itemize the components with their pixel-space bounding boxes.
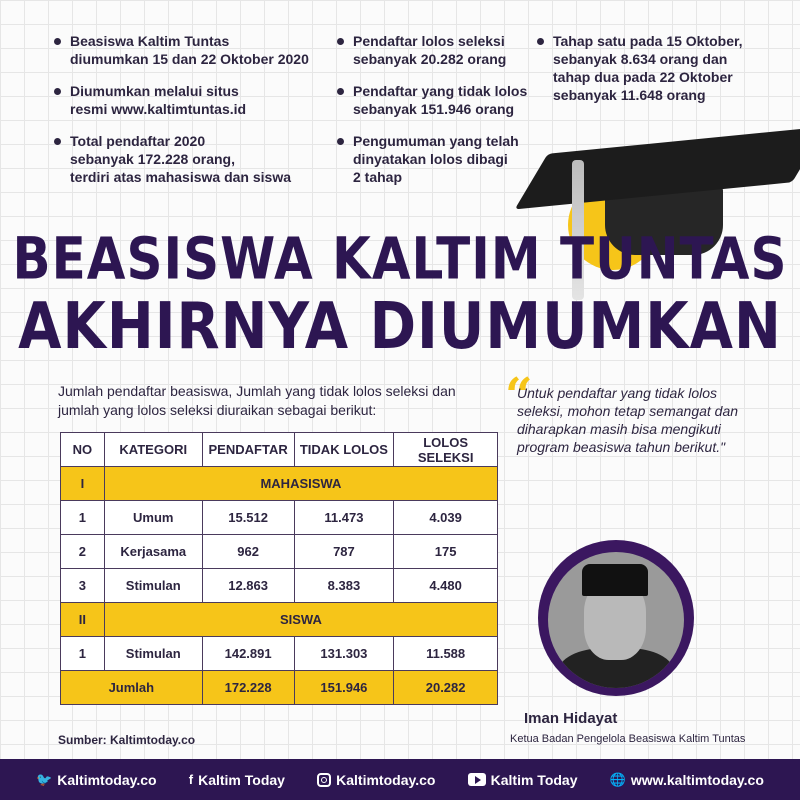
cell-kategori: Stimulan	[104, 637, 202, 671]
bullet-item: Pendaftar yang tidak lolos sebanyak 151.946 orang	[335, 82, 535, 118]
bullet-item: Diumumkan melalui situs resmi www.kaltimtuntas.id	[52, 82, 322, 118]
header-tidak-lolos: TIDAK LOLOS	[294, 433, 394, 467]
facebook-icon: f	[188, 772, 194, 787]
section-label: SISWA	[104, 603, 497, 637]
cell-pendaftar: 962	[202, 535, 294, 569]
headline-line-2: AKHIRNYA DIUMUMKAN	[18, 289, 782, 364]
bullet-list-right	[535, 32, 765, 118]
globe-icon: 🌐	[609, 771, 626, 787]
bullet-list-middle	[335, 32, 535, 200]
header-pendaftar: PENDAFTAR	[202, 433, 294, 467]
cell-no: 3	[61, 569, 105, 603]
cell-no: 1	[61, 637, 105, 671]
person-name: Iman Hidayat	[524, 710, 618, 727]
header-no: NO	[61, 433, 105, 467]
source-note: Sumber: Kaltimtoday.co	[58, 733, 196, 747]
cell-no: 1	[61, 501, 105, 535]
footer-website-label: www.kaltimtoday.co	[630, 771, 764, 788]
footer-twitter-label: Kaltimtoday.co	[57, 771, 157, 788]
photo-hat-shape	[582, 564, 648, 596]
footer-facebook[interactable]	[189, 772, 285, 788]
footer-website[interactable]	[610, 772, 764, 788]
bullet-list-left	[52, 32, 322, 200]
total-tidak-lolos: 151.946	[294, 671, 394, 705]
table-row	[61, 535, 498, 569]
section-no: II	[61, 603, 105, 637]
cell-pendaftar: 12.863	[202, 569, 294, 603]
section-row-siswa	[61, 603, 498, 637]
twitter-icon: 🐦	[36, 771, 53, 787]
headline-line-1: BEASISWA KALTIM TUNTAS	[12, 225, 788, 293]
social-footer	[0, 759, 800, 800]
total-label: Jumlah	[61, 671, 203, 705]
cell-no: 2	[61, 535, 105, 569]
footer-instagram[interactable]	[317, 772, 435, 788]
total-lolos: 20.282	[394, 671, 498, 705]
table-header-row	[61, 433, 498, 467]
footer-facebook-label: Kaltim Today	[198, 771, 285, 788]
bullet-item: Tahap satu pada 15 Oktober, sebanyak 8.634 orang dan tahap dua pada 22 Oktober sebanyak 11.648 orang	[535, 32, 765, 104]
quote-mark-icon: “	[505, 368, 533, 424]
bullet-item: Beasiswa Kaltim Tuntas diumumkan 15 dan 22 Oktober 2020	[52, 32, 322, 68]
footer-twitter[interactable]	[36, 772, 157, 788]
footer-instagram-label: Kaltimtoday.co	[336, 771, 436, 788]
youtube-icon	[468, 773, 486, 786]
table-row	[61, 501, 498, 535]
cell-lolos: 4.039	[394, 501, 498, 535]
quote-text: Untuk pendaftar yang tidak lolos seleksi, mohon tetap semangat dan diharapkan masih bisa mengikuti program beasiswa tahun berikut."	[517, 385, 739, 455]
cell-tidak-lolos: 131.303	[294, 637, 394, 671]
section-label: MAHASISWA	[104, 467, 497, 501]
footer-youtube-label: Kaltim Today	[490, 771, 578, 788]
table-intro-text: Jumlah pendaftar beasiswa, Jumlah yang tidak lolos seleksi dan jumlah yang lolos seleksi diuraikan sebagai berikut:	[58, 383, 456, 418]
cell-tidak-lolos: 8.383	[294, 569, 394, 603]
person-title: Ketua Badan Pengelola Beasiswa Kaltim Tuntas	[510, 733, 746, 745]
table-row	[61, 569, 498, 603]
cell-kategori: Kerjasama	[104, 535, 202, 569]
footer-youtube[interactable]	[468, 772, 578, 788]
instagram-icon	[317, 773, 331, 787]
cell-lolos: 175	[394, 535, 498, 569]
cell-lolos: 11.588	[394, 637, 498, 671]
cell-kategori: Stimulan	[104, 569, 202, 603]
section-row-mahasiswa	[61, 467, 498, 501]
bullet-item: Pendaftar lolos seleksi sebanyak 20.282 orang	[335, 32, 535, 68]
cell-pendaftar: 15.512	[202, 501, 294, 535]
applicants-table	[60, 432, 498, 705]
bullet-item: Pengumuman yang telah dinyatakan lolos dibagi 2 tahap	[335, 132, 535, 186]
total-row	[61, 671, 498, 705]
person-photo	[548, 552, 684, 688]
header-lolos-seleksi: LOLOS SELEKSI	[394, 433, 498, 467]
header-kategori: KATEGORI	[104, 433, 202, 467]
cell-kategori: Umum	[104, 501, 202, 535]
bullet-item: Total pendaftar 2020 sebanyak 172.228 orang, terdiri atas mahasiswa dan siswa	[52, 132, 322, 186]
table-row	[61, 637, 498, 671]
cell-tidak-lolos: 11.473	[294, 501, 394, 535]
total-pendaftar: 172.228	[202, 671, 294, 705]
cell-pendaftar: 142.891	[202, 637, 294, 671]
section-no: I	[61, 467, 105, 501]
cell-lolos: 4.480	[394, 569, 498, 603]
cell-tidak-lolos: 787	[294, 535, 394, 569]
